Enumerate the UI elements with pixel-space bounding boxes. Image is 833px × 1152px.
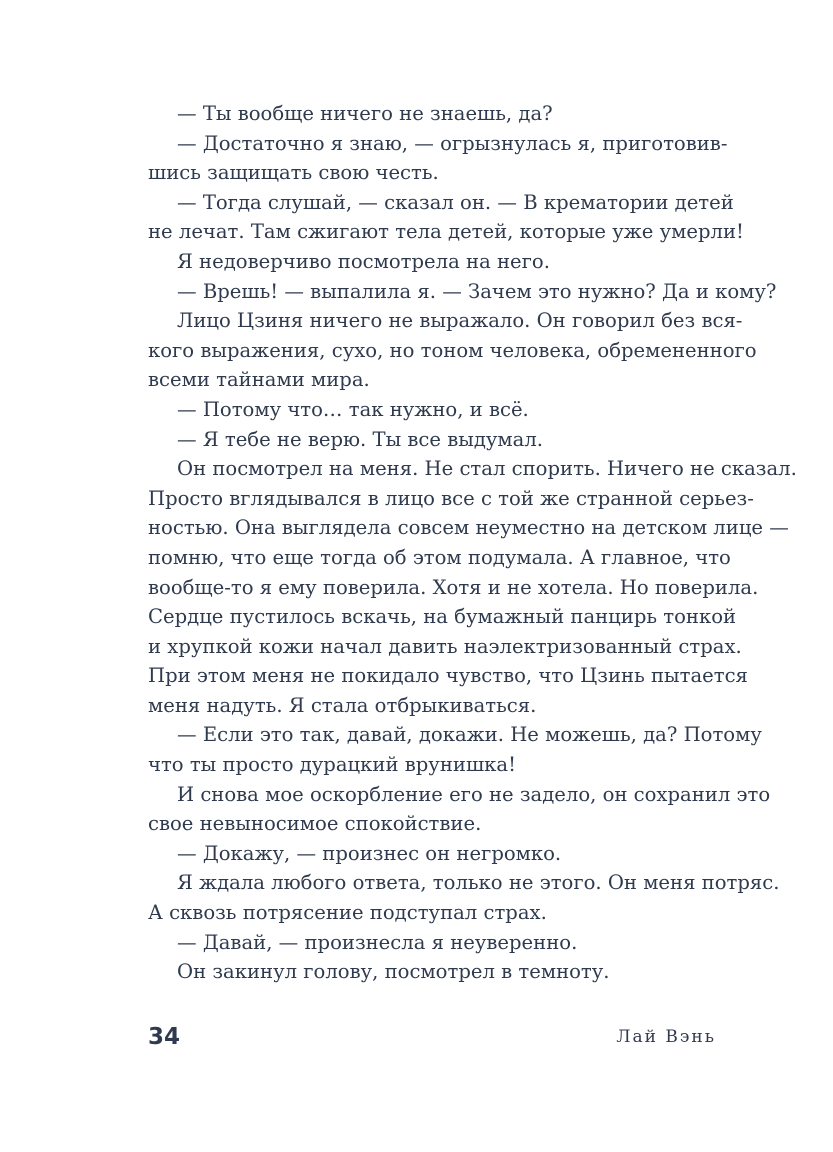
page-number: 34 <box>148 1024 181 1050</box>
text-line: — Докажу, — произнес он негромко. <box>177 841 562 865</box>
text-line: — Если это так, давай, докажи. Не можешь, да? Потому <box>177 723 762 747</box>
text-line: — Давай, — произнесла я неуверенно. <box>177 930 578 954</box>
text-line: — Врешь! — выпалила я. — Зачем это нужно? Да и кому? <box>177 279 777 303</box>
text-line: всеми тайнами мира. <box>148 368 370 392</box>
text-line: Он закинул голову, посмотрел в темноту. <box>177 960 610 984</box>
text-line: И снова мое оскорбление его не задело, он сохранил это <box>177 782 771 806</box>
text-line: что ты просто дурацкий врунишка! <box>148 753 516 777</box>
text-line: — Ты вообще ничего не знаешь, да? <box>177 102 553 125</box>
text-line: ностью. Она выглядела совсем неуместно на детском лице — <box>148 516 789 540</box>
text-line: вообще-то я ему поверила. Хотя и не хотела. Но поверила. <box>148 575 759 599</box>
text-line: — Тогда слушай, — сказал он. — В крематории детей <box>177 190 734 214</box>
text-line: — Достаточно я знаю, — огрызнулась я, приготовив- <box>177 131 728 155</box>
text-line: Сердце пустилось вскачь, на бумажный панцирь тонкой <box>148 605 737 629</box>
text-line: А сквозь потрясение подступал страх. <box>148 901 547 925</box>
text-line: При этом меня не покидало чувство, что Цзинь пытается <box>148 664 748 688</box>
text-line: кого выражения, сухо, но тоном человека, обремененного <box>148 338 757 362</box>
text-line: — Я тебе не верю. Ты все выдумал. <box>177 427 544 451</box>
text-line: и хрупкой кожи начал давить наэлектризованный страх. <box>148 634 742 658</box>
author-running-head: Лай Вэнь <box>616 1027 716 1047</box>
text-line: Просто вглядывался в лицо все с той же странной серьез- <box>148 486 754 510</box>
text-line: свое невыносимое спокойствие. <box>148 812 482 836</box>
body-text <box>148 99 797 987</box>
text-line: шись защищать свою честь. <box>148 161 439 185</box>
text-line: Он посмотрел на меня. Не стал спорить. Ничего не сказал. <box>177 457 797 481</box>
text-line: — Потому что… так нужно, и всё. <box>177 397 529 421</box>
text-line: Лицо Цзиня ничего не выражало. Он говорил без вся- <box>177 309 743 333</box>
text-line: меня надуть. Я стала отбрыкиваться. <box>148 693 537 717</box>
text-line: Я ждала любого ответа, только не этого. Он меня потряс. <box>177 871 780 895</box>
text-line: помню, что еще тогда об этом подумала. А главное, что <box>148 545 731 569</box>
text-line: не лечат. Там сжигают тела детей, которые уже умерли! <box>148 220 744 244</box>
text-line: Я недоверчиво посмотрела на него. <box>177 249 550 273</box>
